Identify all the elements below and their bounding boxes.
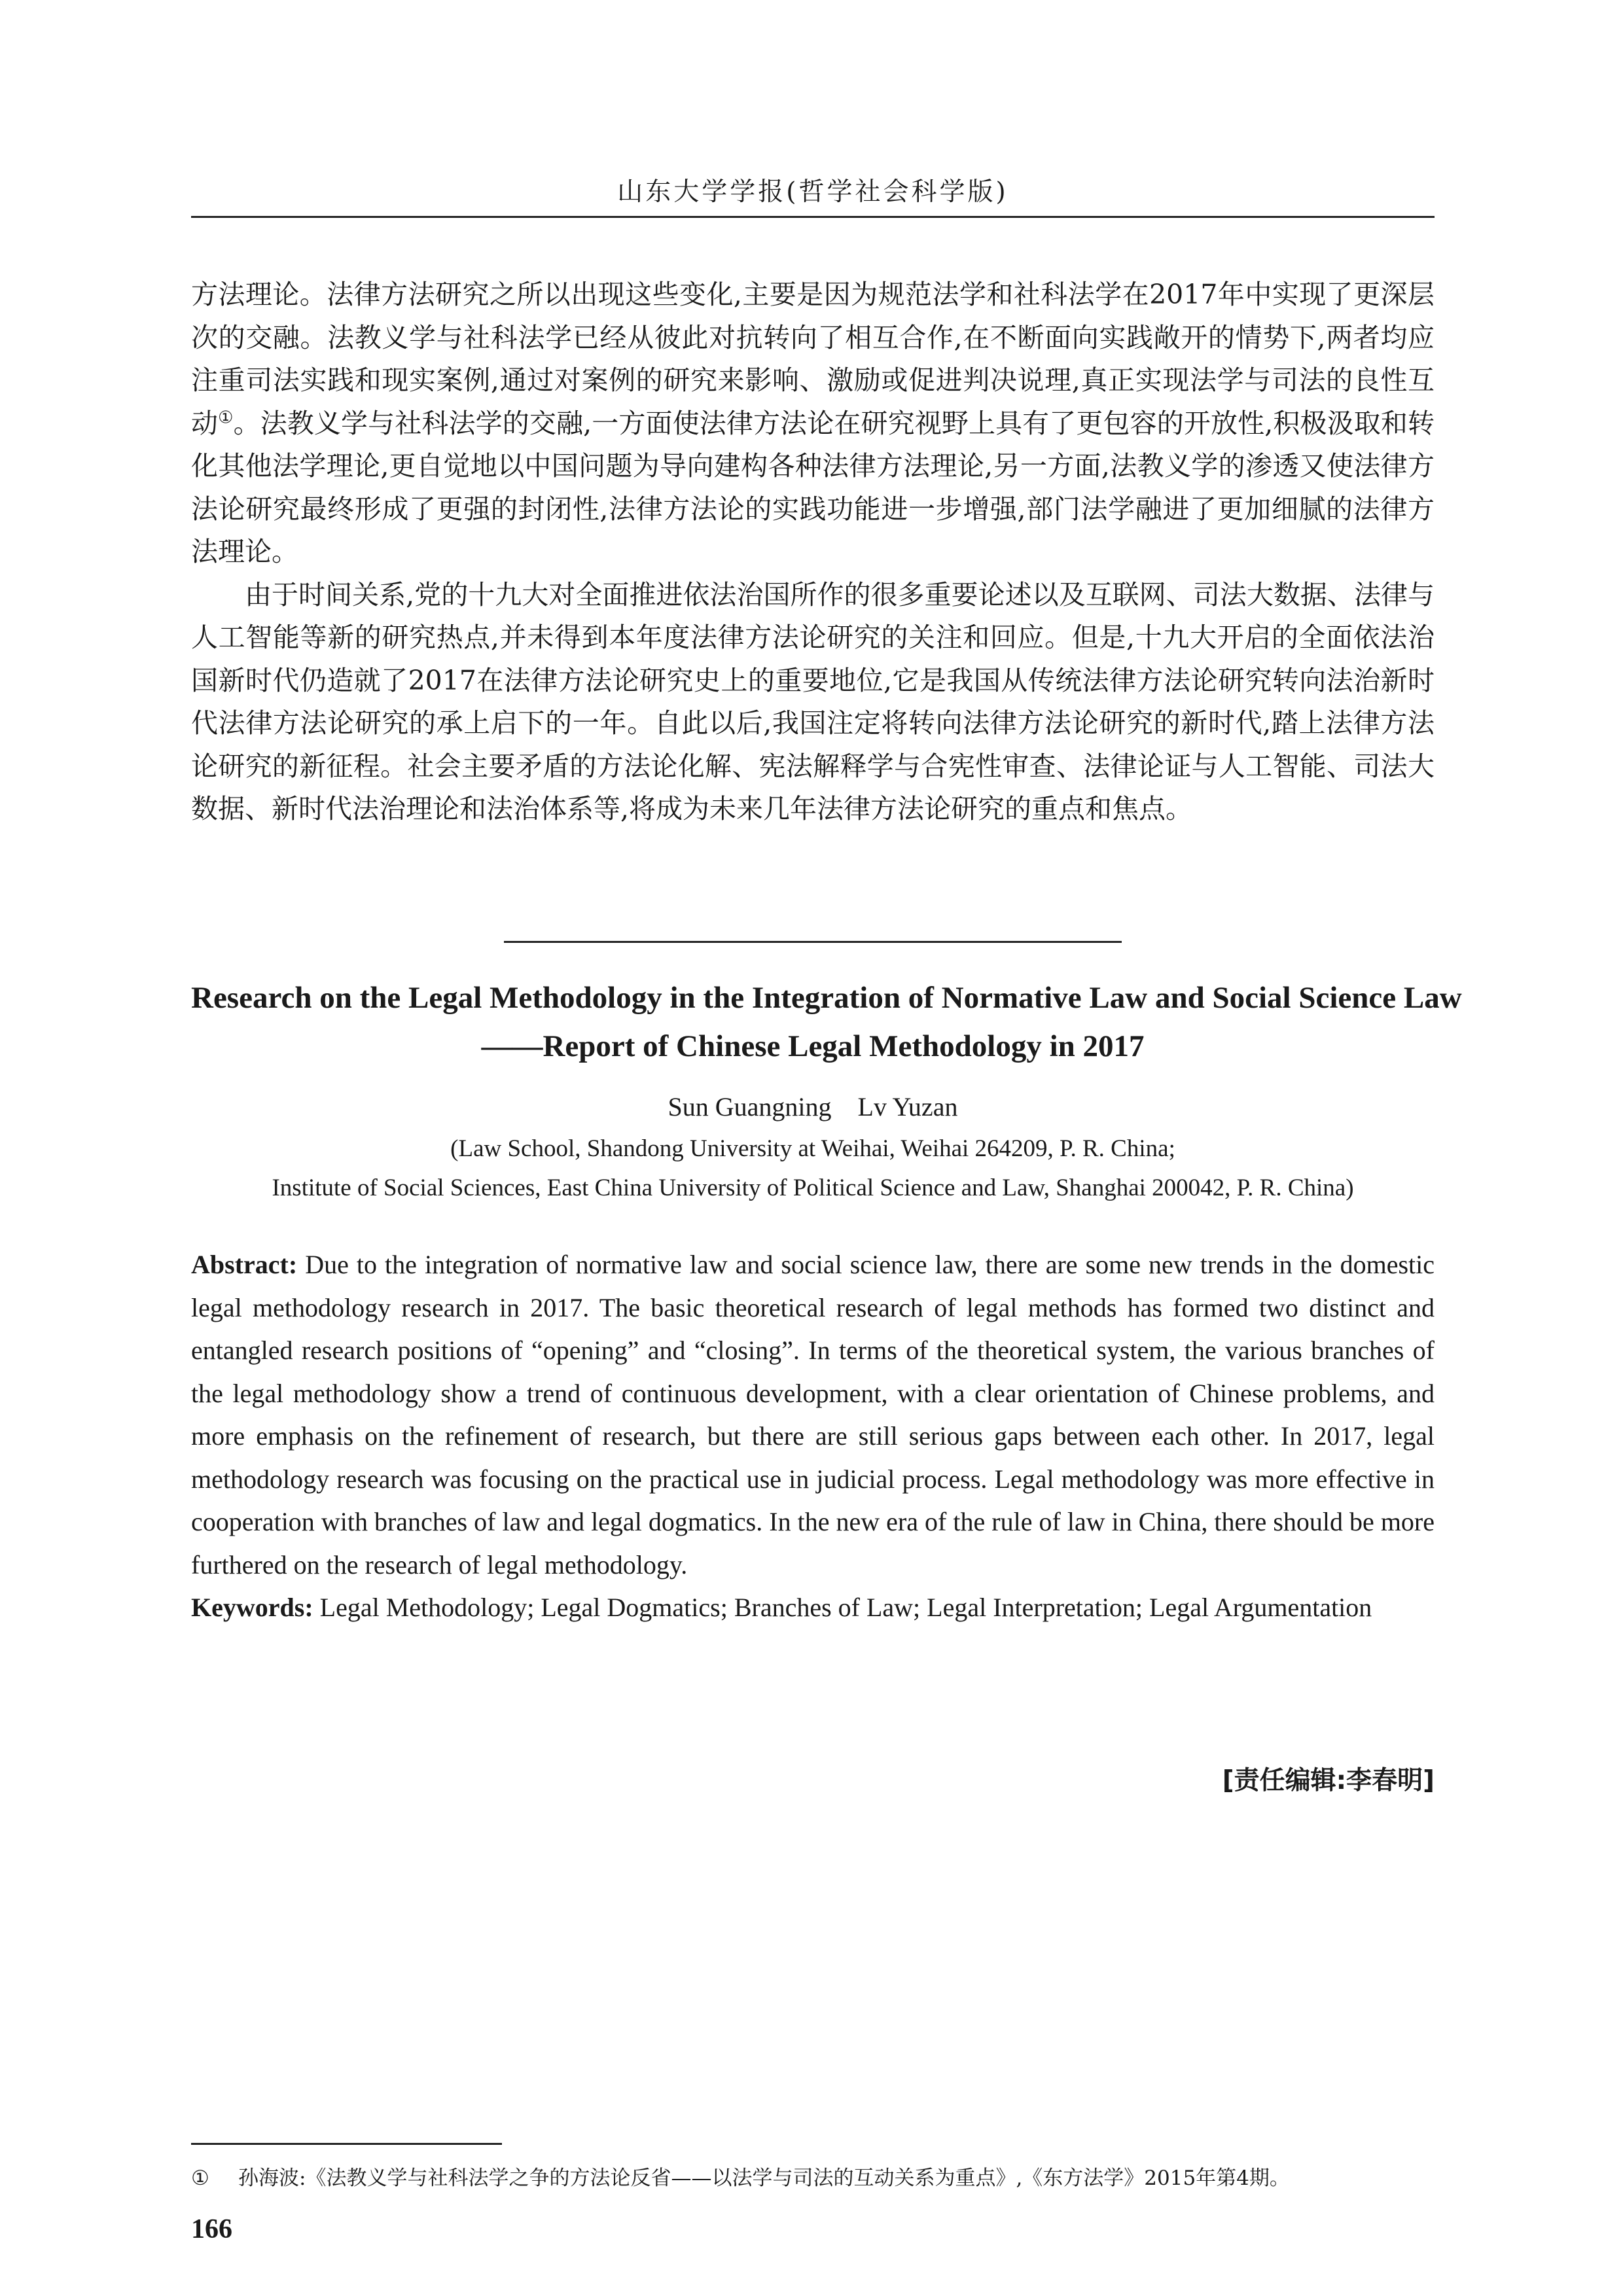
section-separator: [504, 941, 1122, 943]
paragraph-1-text: 方法理论。法律方法研究之所以出现这些变化,主要是因为规范法学和社科法学在2017年中实现了更深层次的交融。法教义学与社科法学已经从彼此对抗转向了相互合作,在不断面向实践敞开的情势下,两者均应注重司法实践和现实案例,通过对案例的研究来影响、激励或促进判决说理,真正实现法学与司法的良性互动: [191, 279, 1435, 439]
keywords-paragraph: [191, 1586, 1435, 1629]
running-header: 山东大学学报(哲学社会科学版): [617, 177, 1008, 207]
english-affiliations: [191, 1129, 1435, 1208]
header-rule: [191, 216, 1435, 218]
affiliation-line-2: Institute of Social Sciences, East China University of Political Science and Law, Shanghai 200042, P. R. China): [272, 1174, 1354, 1201]
english-title: [191, 974, 1462, 1070]
keywords-text: Legal Methodology; Legal Dogmatics; Branches of Law; Legal Interpretation; Legal Argumentation: [313, 1593, 1372, 1622]
abstract-label: Abstract:: [191, 1250, 298, 1279]
footnote-reference[interactable]: ①: [218, 407, 234, 427]
paragraph-2: 由于时间关系,党的十九大对全面推进依法治国所作的很多重要论述以及互联网、司法大数据、法律与人工智能等新的研究热点,并未得到本年度法律方法论研究的关注和回应。但是,十九大开启的全面依法治国新时代仍造就了2017在法律方法论研究史上的重要地位,它是我国从传统法律方法论研究转向法治新时代法律方法论研究的承上启下的一年。自此以后,我国注定将转向法律方法论研究的新时代,踏上法律方法论研究的新征程。社会主要矛盾的方法论化解、宪法解释学与合宪性审查、法律论证与人工智能、司法大数据、新时代法治理论和法治体系等,将成为未来几年法律方法论研究的重点和焦点。: [191, 578, 1435, 824]
english-title-line-1: Research on the Legal Methodology in the Integration of Normative Law and Social Science Law: [191, 981, 1462, 1015]
paragraph-1-continuation: 。法教义学与社科法学的交融,一方面使法律方法论在研究视野上具有了更包容的开放性,积极汲取和转化其他法学理论,更自觉地以中国问题为导向建构各种法律方法理论,另一方面,法教义学的渗透又使法律方法论研究最终形成了更强的封闭性,法律方法论的实践功能进一步增强,部门法学融进了更加细腻的法律方法理论。: [191, 407, 1435, 567]
footnote: [191, 2163, 1435, 2193]
english-authors: Sun Guangning Lv Yuzan: [668, 1092, 958, 1122]
affiliation-line-1: (Law School, Shandong University at Weihai, Weihai 264209, P. R. China;: [450, 1135, 1175, 1162]
responsible-editor: [责任编辑:李春明]: [1222, 1766, 1435, 1795]
keywords-label: Keywords:: [191, 1593, 313, 1622]
paragraph-1: [191, 274, 1435, 574]
abstract-text: Due to the integration of normative law and social science law, there are some new trends in the domestic legal methodology research in 2017. The basic theoretical research of legal methods has formed two distinct and entangled research positions of “opening” and “closing”. In terms of the theoretical system, the various branches of the legal methodology show a trend of continuous development, with a clear orientation of Chinese problems, and more emphasis on the refinement of research, but there are still serious gaps between each other. In 2017, legal methodology research was focusing on the practical use in judicial process. Legal methodology was more effective in cooperation with branches of law and legal dogmatics. In the new era of the rule of law in China, there should be more furthered on the research of legal methodology.: [191, 1250, 1435, 1580]
english-title-line-2: ——Report of Chinese Legal Methodology in 2017: [481, 1029, 1145, 1063]
footnote-text: 孙海波:《法教义学与社科法学之争的方法论反省——以法学与司法的互动关系为重点》,《东方法学》2015年第4期。: [238, 2166, 1290, 2190]
english-abstract: [191, 1243, 1435, 1629]
footnote-mark: ①: [191, 2166, 209, 2190]
footnote-rule: [191, 2143, 502, 2145]
abstract-paragraph: [191, 1243, 1435, 1586]
page-number: 166: [191, 2214, 232, 2244]
chinese-body-text: [191, 274, 1435, 831]
